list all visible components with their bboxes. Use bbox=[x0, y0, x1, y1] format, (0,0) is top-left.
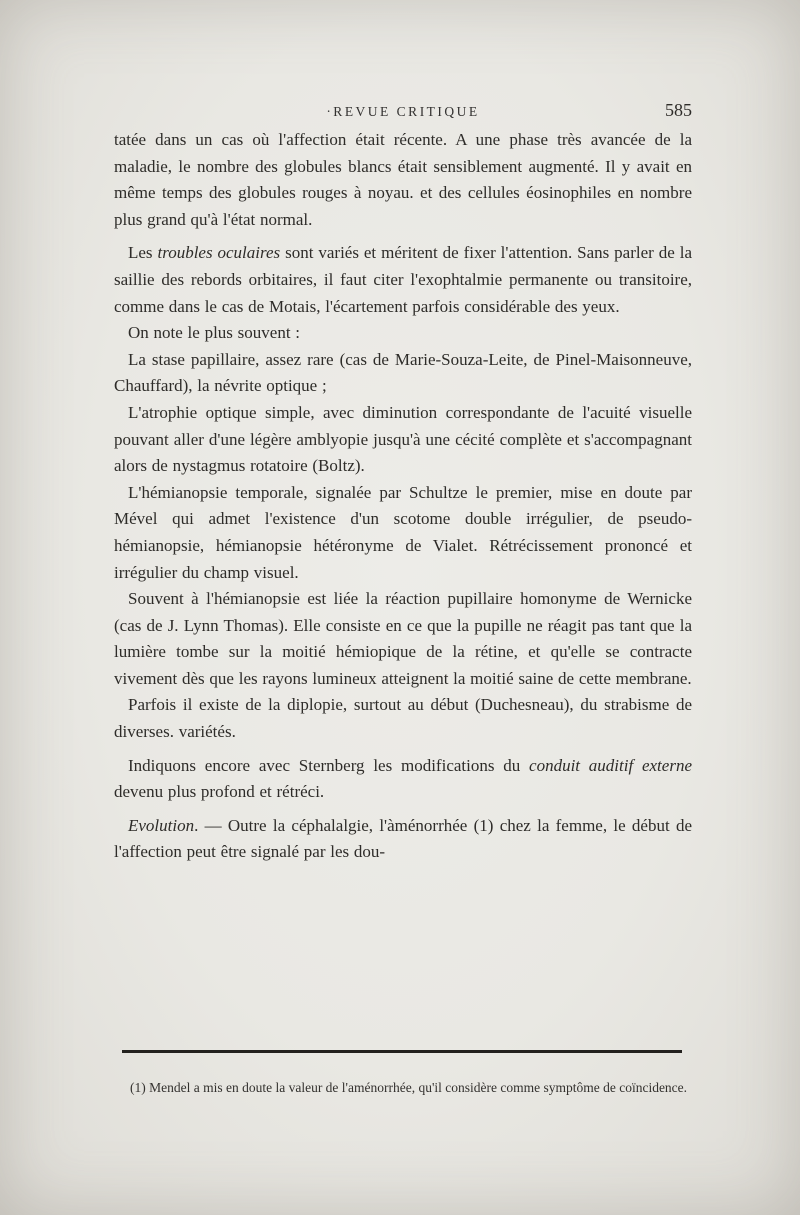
text-segment: sont variés et méritent de fixer l'attention. Sans parler de la saillie des rebords orbitaires, il faut citer l'exophtalmie permanente ou transitoire, comme dans le cas de Motais, l'écartement parfois considérable des yeux. bbox=[114, 243, 692, 316]
footnote-text: (1) Mendel a mis en doute la valeur de l'aménorrhée, qu'il considère comme symptôme de coïncidence. bbox=[130, 1080, 688, 1095]
paragraph bbox=[114, 240, 692, 320]
paragraph bbox=[114, 813, 692, 866]
paragraph bbox=[114, 692, 692, 745]
page-header bbox=[114, 100, 692, 124]
running-title: ·REVUE CRITIQUE bbox=[326, 104, 480, 119]
paragraph bbox=[114, 400, 692, 480]
text-segment: L'atrophie optique simple, avec diminution correspondante de l'acuité visuelle pouvant aller d'une légère amblyopie jusqu'à une cécité complète et s'accompagnant alors de nystagmus rotatoire (Boltz). bbox=[114, 402, 692, 476]
footnote-area bbox=[114, 1050, 692, 1100]
italic-text-segment: Evolution bbox=[128, 815, 195, 835]
paragraph bbox=[114, 480, 692, 586]
text-segment: La stase papillaire, assez rare (cas de Marie-Souza-Leite, de Pinel-Maisonneuve, Chauffard), la névrite optique ; bbox=[114, 349, 692, 396]
footnote-rule bbox=[122, 1050, 682, 1053]
text-segment: Parfois il existe de la diplopie, surtout au début (Duchesneau), du strabisme de diverses. variétés. bbox=[114, 695, 692, 742]
italic-text-segment: troubles oculaires bbox=[157, 243, 281, 263]
body-text bbox=[114, 127, 692, 866]
text-segment: L'hémianopsie temporale, signalée par Schultze le premier, mise en doute par Mével qui admet l'existence d'un scotome double irrégulier, de pseudo-hémianopsie, hémianopsie hétéronyme de Vialet. Rétrécissement prononcé et irrégulier du champ visuel. bbox=[114, 482, 692, 582]
text-segment: Les bbox=[128, 243, 158, 263]
text-segment: On note le plus souvent : bbox=[128, 323, 301, 343]
paragraph bbox=[114, 127, 692, 233]
italic-text-segment: conduit auditif externe bbox=[529, 755, 692, 775]
paragraph bbox=[114, 320, 692, 347]
text-segment: . — Outre la céphalalgie, l'àménorrhée (1) chez la femme, le début de l'affection peut être signalé par les dou- bbox=[114, 815, 692, 862]
text-segment: tatée dans un cas où l'affection était récente. A une phase très avancée de la maladie, le nombre des globules blancs était sensiblement augmenté. Il y avait en même temps des globules rouges à noyau. et des cellules éosinophiles en nombre plus grand qu'à l'état normal. bbox=[114, 130, 692, 229]
paragraph bbox=[114, 753, 692, 806]
text-segment: Souvent à l'hémianopsie est liée la réaction pupillaire homonyme de Wernicke (cas de J. Lynn Thomas). Elle consiste en ce que la pupille ne réagit pas tant que la lumière tombe sur la moitié hémiopique de la rétine, et qu'elle se contracte vivement dès que les rayons lumineux atteignent la moitié saine de cette membrane. bbox=[114, 589, 692, 688]
paragraph bbox=[114, 347, 692, 400]
text-segment: Indiquons encore avec Sternberg les modifications du bbox=[128, 755, 530, 775]
paragraph bbox=[114, 586, 692, 692]
page-number: 585 bbox=[665, 100, 692, 120]
text-segment: devenu plus profond et rétréci. bbox=[114, 782, 325, 802]
